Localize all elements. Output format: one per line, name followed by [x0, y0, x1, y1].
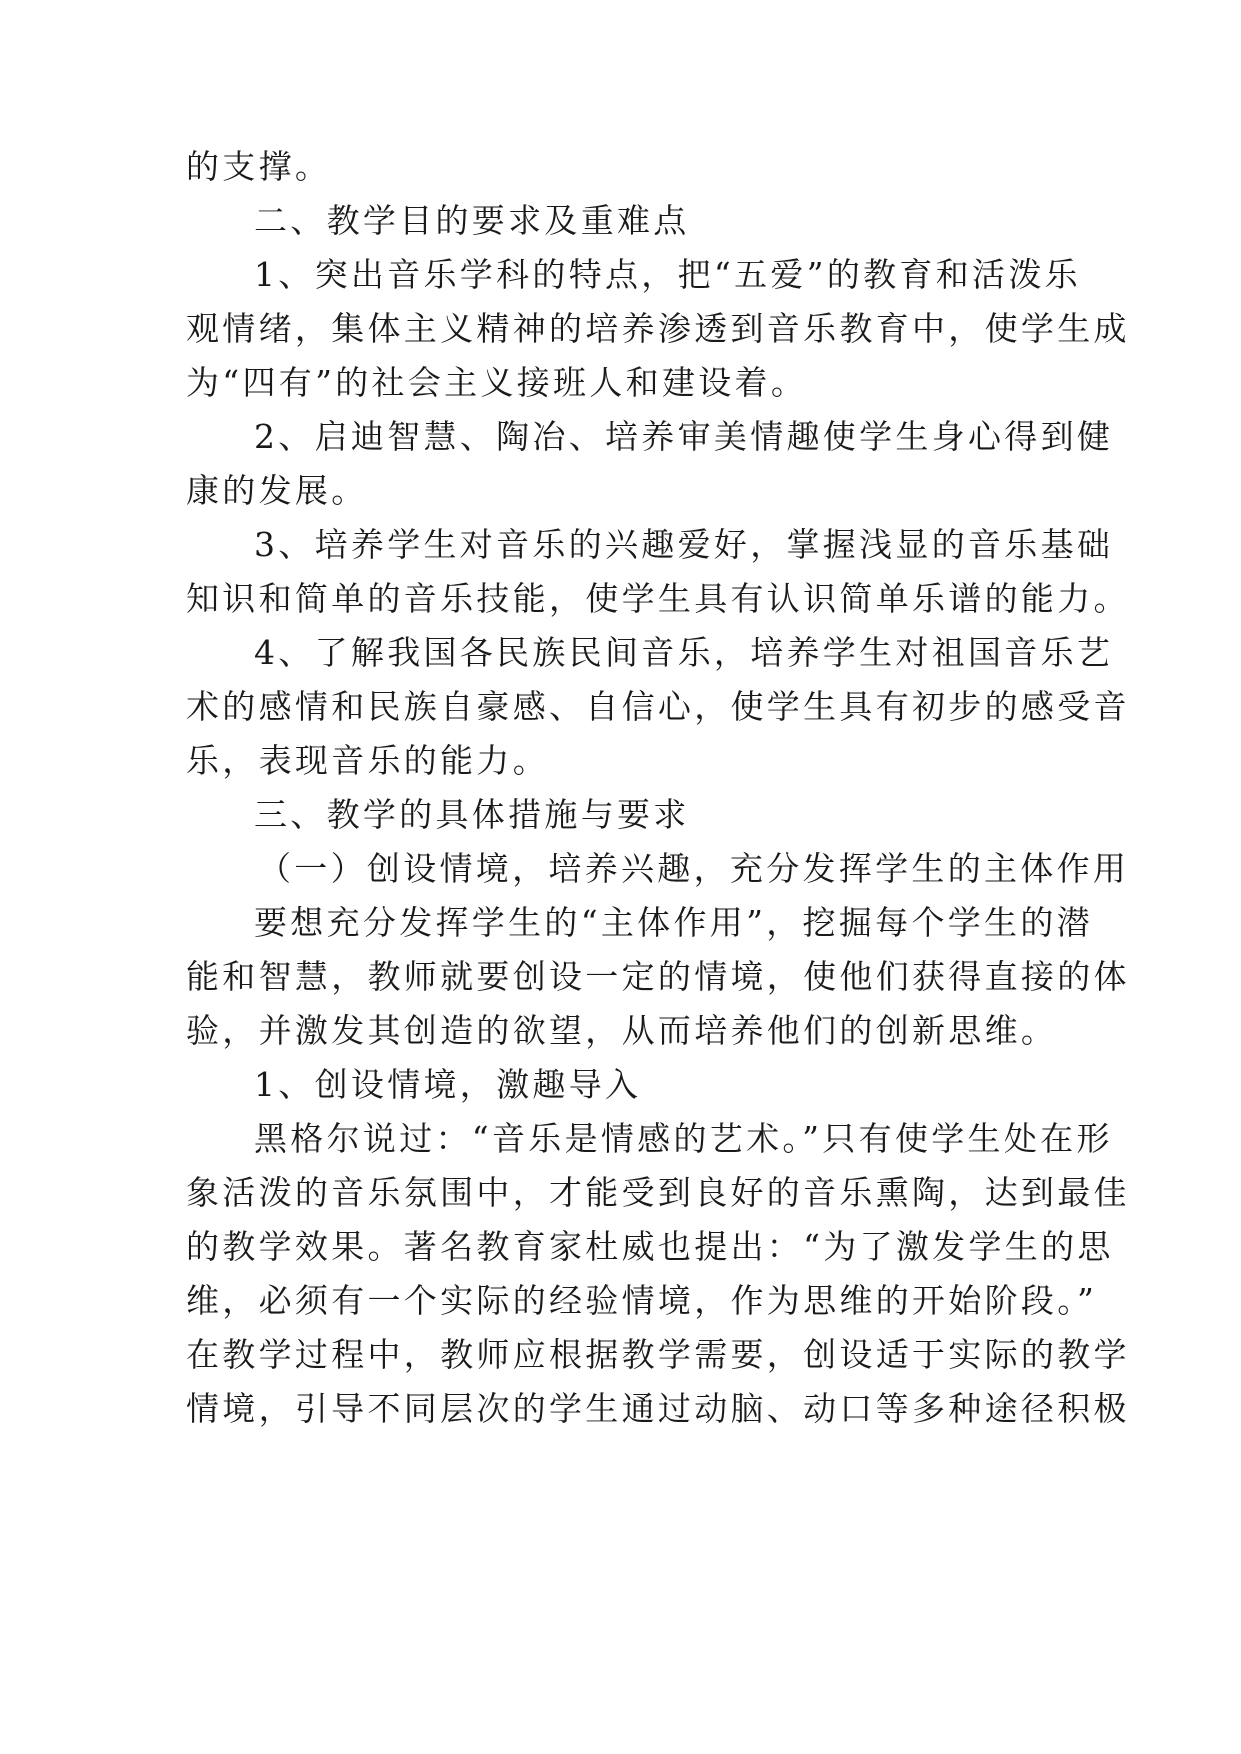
text-line: 的教学效果。著名教育家杜威也提出：“为了激发学生的思 [186, 1227, 1114, 1266]
text-line: 要想充分发挥学生的“主体作用”，挖掘每个学生的潜 [254, 903, 1093, 942]
text-line: 维，必须有一个实际的经验情境，作为思维的开始阶段。” [186, 1281, 1098, 1320]
text-line: 在教学过程中，教师应根据教学需要，创设适于实际的教学 [186, 1335, 1130, 1374]
section-heading: 二、教学目的要求及重难点 [254, 201, 690, 240]
text-line: 2、启迪智慧、陶冶、培养审美情趣使学生身心得到健 [254, 417, 1114, 456]
subsection-heading: 1、创设情境，激趣导入 [254, 1065, 642, 1104]
text-line: 情境，引导不同层次的学生通过动脑、动口等多种途径积极 [186, 1389, 1130, 1428]
text-line: 术的感情和民族自豪感、自信心，使学生具有初步的感受音 [186, 687, 1130, 726]
text-line: 为“四有”的社会主义接班人和建设着。 [186, 363, 808, 402]
text-line: 4、了解我国各民族民间音乐，培养学生对祖国音乐艺 [254, 633, 1114, 672]
text-line: 观情绪，集体主义精神的培养渗透到音乐教育中，使学生成 [186, 309, 1130, 348]
text-line: 验，并激发其创造的欲望，从而培养他们的创新思维。 [186, 1011, 1058, 1050]
section-heading: 三、教学的具体措施与要求 [254, 795, 690, 834]
text-line: 黑格尔说过：“音乐是情感的艺术。”只有使学生处在形 [254, 1119, 1113, 1158]
text-line: 康的发展。 [186, 471, 368, 510]
text-line: 象活泼的音乐氛围中，才能受到良好的音乐熏陶，达到最佳 [186, 1173, 1130, 1212]
text-line: 3、培养学生对音乐的兴趣爱好，掌握浅显的音乐基础 [254, 525, 1114, 564]
text-line: 乐，表现音乐的能力。 [186, 741, 549, 780]
text-line: 知识和简单的音乐技能，使学生具有认识简单乐谱的能力。 [186, 579, 1130, 618]
text-line: 1、突出音乐学科的特点，把“五爱”的教育和活泼乐 [254, 255, 1081, 294]
subsection-heading: （一）创设情境，培养兴趣，充分发挥学生的主体作用 [258, 849, 1130, 888]
text-line: 能和智慧，教师就要创设一定的情境，使他们获得直接的体 [186, 957, 1130, 996]
text-line: 的支撑。 [186, 147, 332, 186]
